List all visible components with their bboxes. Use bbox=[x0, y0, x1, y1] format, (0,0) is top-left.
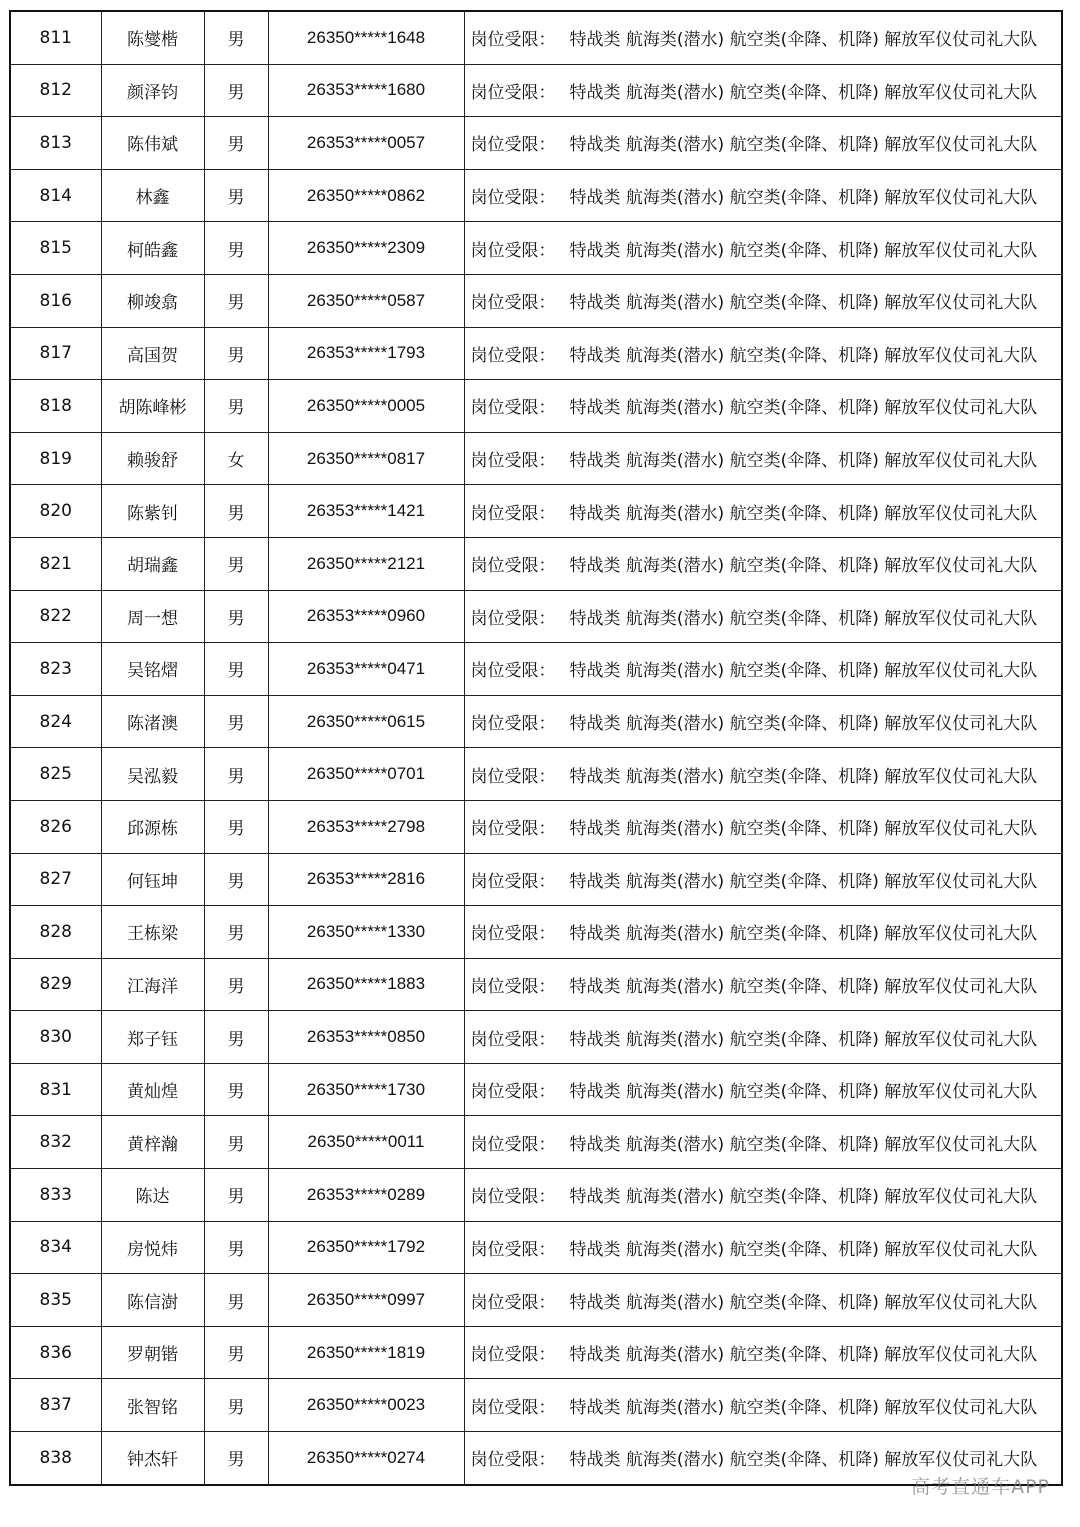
name-cell: 赖骏舒 bbox=[101, 432, 204, 485]
exam-number-cell: 26353*****0057 bbox=[268, 117, 464, 170]
gender-cell: 男 bbox=[204, 380, 268, 433]
gender-cell: 男 bbox=[204, 748, 268, 801]
name-cell: 房悦炜 bbox=[101, 1221, 204, 1274]
gender-cell: 男 bbox=[204, 853, 268, 906]
restriction-note-cell bbox=[464, 327, 1062, 380]
gender-cell: 男 bbox=[204, 11, 268, 64]
row-number-cell: 821 bbox=[10, 537, 101, 590]
gender-cell: 女 bbox=[204, 432, 268, 485]
row-number-cell: 823 bbox=[10, 643, 101, 696]
row-number-cell: 822 bbox=[10, 590, 101, 643]
restriction-label: 岗位受限： bbox=[470, 1292, 556, 1313]
restriction-label: 岗位受限： bbox=[470, 188, 556, 209]
restriction-text: 特战类 航海类(潜水) 航空类(伞降、机降) 解放军仪仗司礼大队 bbox=[569, 1029, 1038, 1050]
roster-body bbox=[10, 11, 1062, 1485]
name-cell: 黄梓瀚 bbox=[101, 1116, 204, 1169]
restriction-note-cell bbox=[464, 958, 1062, 1011]
name-cell: 郑子钰 bbox=[101, 1011, 204, 1064]
exam-number-cell: 26350*****0862 bbox=[268, 169, 464, 222]
restriction-text: 特战类 航海类(潜水) 航空类(伞降、机降) 解放军仪仗司礼大队 bbox=[569, 398, 1038, 419]
row-number-cell: 832 bbox=[10, 1116, 101, 1169]
row-number-cell: 824 bbox=[10, 695, 101, 748]
restriction-note-cell bbox=[464, 11, 1062, 64]
table-row bbox=[10, 169, 1062, 222]
restriction-text: 特战类 航海类(潜水) 航空类(伞降、机降) 解放军仪仗司礼大队 bbox=[569, 1082, 1038, 1103]
row-number-cell: 837 bbox=[10, 1379, 101, 1432]
restriction-note-cell bbox=[464, 590, 1062, 643]
row-number-cell: 830 bbox=[10, 1011, 101, 1064]
table-row bbox=[10, 222, 1062, 275]
restriction-text: 特战类 航海类(潜水) 航空类(伞降、机降) 解放军仪仗司礼大队 bbox=[569, 714, 1038, 735]
row-number-cell: 815 bbox=[10, 222, 101, 275]
restriction-text: 特战类 航海类(潜水) 航空类(伞降、机降) 解放军仪仗司礼大队 bbox=[569, 661, 1038, 682]
gender-cell: 男 bbox=[204, 1274, 268, 1327]
gender-cell: 男 bbox=[204, 64, 268, 117]
gender-cell: 男 bbox=[204, 327, 268, 380]
table-row bbox=[10, 643, 1062, 696]
row-number-cell: 811 bbox=[10, 11, 101, 64]
exam-number-cell: 26350*****1648 bbox=[268, 11, 464, 64]
restriction-label: 岗位受限： bbox=[470, 976, 556, 997]
gender-cell: 男 bbox=[204, 590, 268, 643]
table-row bbox=[10, 590, 1062, 643]
gender-cell: 男 bbox=[204, 274, 268, 327]
name-cell: 柳竣翕 bbox=[101, 274, 204, 327]
restriction-label: 岗位受限： bbox=[470, 398, 556, 419]
gender-cell: 男 bbox=[204, 958, 268, 1011]
restriction-label: 岗位受限： bbox=[470, 1187, 556, 1208]
exam-number-cell: 26353*****2798 bbox=[268, 800, 464, 853]
gender-cell: 男 bbox=[204, 169, 268, 222]
restriction-note-cell bbox=[464, 1326, 1062, 1379]
restriction-text: 特战类 航海类(潜水) 航空类(伞降、机降) 解放军仪仗司礼大队 bbox=[569, 766, 1038, 787]
table-row bbox=[10, 1432, 1062, 1485]
restriction-note-cell bbox=[464, 117, 1062, 170]
gender-cell: 男 bbox=[204, 1326, 268, 1379]
restriction-note-cell bbox=[464, 380, 1062, 433]
table-row bbox=[10, 1274, 1062, 1327]
restriction-label: 岗位受限： bbox=[470, 1082, 556, 1103]
restriction-label: 岗位受限： bbox=[470, 1239, 556, 1260]
restriction-note-cell bbox=[464, 485, 1062, 538]
restriction-text: 特战类 航海类(潜水) 航空类(伞降、机降) 解放军仪仗司礼大队 bbox=[569, 976, 1038, 997]
exam-number-cell: 26350*****1730 bbox=[268, 1063, 464, 1116]
restriction-note-cell bbox=[464, 1274, 1062, 1327]
exam-number-cell: 26353*****2816 bbox=[268, 853, 464, 906]
restriction-label: 岗位受限： bbox=[470, 293, 556, 314]
row-number-cell: 820 bbox=[10, 485, 101, 538]
restriction-note-cell bbox=[464, 853, 1062, 906]
restriction-label: 岗位受限： bbox=[470, 766, 556, 787]
table-row bbox=[10, 695, 1062, 748]
exam-number-cell: 26350*****0817 bbox=[268, 432, 464, 485]
row-number-cell: 831 bbox=[10, 1063, 101, 1116]
exam-number-cell: 26353*****0960 bbox=[268, 590, 464, 643]
name-cell: 张智铭 bbox=[101, 1379, 204, 1432]
row-number-cell: 835 bbox=[10, 1274, 101, 1327]
name-cell: 陈信澍 bbox=[101, 1274, 204, 1327]
watermark: 高考直通车APP bbox=[911, 1476, 1050, 1498]
gender-cell: 男 bbox=[204, 485, 268, 538]
exam-number-cell: 26353*****0850 bbox=[268, 1011, 464, 1064]
row-number-cell: 836 bbox=[10, 1326, 101, 1379]
restriction-text: 特战类 航海类(潜水) 航空类(伞降、机降) 解放军仪仗司礼大队 bbox=[569, 1292, 1038, 1313]
restriction-note-cell bbox=[464, 695, 1062, 748]
row-number-cell: 814 bbox=[10, 169, 101, 222]
restriction-text: 特战类 航海类(潜水) 航空类(伞降、机降) 解放军仪仗司礼大队 bbox=[569, 135, 1038, 156]
table-row bbox=[10, 380, 1062, 433]
name-cell: 王栋梁 bbox=[101, 906, 204, 959]
exam-number-cell: 26350*****0011 bbox=[268, 1116, 464, 1169]
table-row bbox=[10, 906, 1062, 959]
restriction-label: 岗位受限： bbox=[470, 714, 556, 735]
restriction-text: 特战类 航海类(潜水) 航空类(伞降、机降) 解放军仪仗司礼大队 bbox=[569, 871, 1038, 892]
restriction-note-cell bbox=[464, 1011, 1062, 1064]
restriction-label: 岗位受限： bbox=[470, 661, 556, 682]
table-row bbox=[10, 1011, 1062, 1064]
restriction-note-cell bbox=[464, 222, 1062, 275]
table-row bbox=[10, 1116, 1062, 1169]
table-row bbox=[10, 64, 1062, 117]
table-row bbox=[10, 958, 1062, 1011]
row-number-cell: 817 bbox=[10, 327, 101, 380]
restriction-label: 岗位受限： bbox=[470, 1345, 556, 1366]
row-number-cell: 834 bbox=[10, 1221, 101, 1274]
restriction-text: 特战类 航海类(潜水) 航空类(伞降、机降) 解放军仪仗司礼大队 bbox=[569, 1345, 1038, 1366]
exam-number-cell: 26350*****1883 bbox=[268, 958, 464, 1011]
table-row bbox=[10, 537, 1062, 590]
exam-number-cell: 26353*****1421 bbox=[268, 485, 464, 538]
table-row bbox=[10, 853, 1062, 906]
restriction-note-cell bbox=[464, 1221, 1062, 1274]
restriction-label: 岗位受限： bbox=[470, 1134, 556, 1155]
name-cell: 吴铭熠 bbox=[101, 643, 204, 696]
exam-number-cell: 26350*****0023 bbox=[268, 1379, 464, 1432]
exam-number-cell: 26350*****0615 bbox=[268, 695, 464, 748]
exam-number-cell: 26353*****1793 bbox=[268, 327, 464, 380]
name-cell: 邱源栋 bbox=[101, 800, 204, 853]
row-number-cell: 827 bbox=[10, 853, 101, 906]
gender-cell: 男 bbox=[204, 906, 268, 959]
gender-cell: 男 bbox=[204, 537, 268, 590]
exam-number-cell: 26353*****0471 bbox=[268, 643, 464, 696]
restriction-note-cell bbox=[464, 1379, 1062, 1432]
name-cell: 胡陈峰彬 bbox=[101, 380, 204, 433]
name-cell: 陈伟斌 bbox=[101, 117, 204, 170]
exam-number-cell: 26350*****0701 bbox=[268, 748, 464, 801]
restriction-label: 岗位受限： bbox=[470, 1450, 556, 1471]
row-number-cell: 819 bbox=[10, 432, 101, 485]
restriction-label: 岗位受限： bbox=[470, 451, 556, 472]
gender-cell: 男 bbox=[204, 643, 268, 696]
table-row bbox=[10, 485, 1062, 538]
restriction-text: 特战类 航海类(潜水) 航空类(伞降、机降) 解放军仪仗司礼大队 bbox=[569, 503, 1038, 524]
gender-cell: 男 bbox=[204, 1379, 268, 1432]
restriction-text: 特战类 航海类(潜水) 航空类(伞降、机降) 解放军仪仗司礼大队 bbox=[569, 608, 1038, 629]
table-row bbox=[10, 800, 1062, 853]
restriction-label: 岗位受限： bbox=[470, 82, 556, 103]
restriction-text: 特战类 航海类(潜水) 航空类(伞降、机降) 解放军仪仗司礼大队 bbox=[569, 556, 1038, 577]
restriction-text: 特战类 航海类(潜水) 航空类(伞降、机降) 解放军仪仗司礼大队 bbox=[569, 924, 1038, 945]
roster-table bbox=[9, 10, 1063, 1486]
restriction-note-cell bbox=[464, 1063, 1062, 1116]
name-cell: 黄灿煌 bbox=[101, 1063, 204, 1116]
restriction-note-cell bbox=[464, 1169, 1062, 1222]
restriction-label: 岗位受限： bbox=[470, 503, 556, 524]
row-number-cell: 828 bbox=[10, 906, 101, 959]
restriction-text: 特战类 航海类(潜水) 航空类(伞降、机降) 解放军仪仗司礼大队 bbox=[569, 1450, 1038, 1471]
gender-cell: 男 bbox=[204, 1063, 268, 1116]
name-cell: 胡瑞鑫 bbox=[101, 537, 204, 590]
table-row bbox=[10, 1063, 1062, 1116]
restriction-text: 特战类 航海类(潜水) 航空类(伞降、机降) 解放军仪仗司礼大队 bbox=[569, 188, 1038, 209]
exam-number-cell: 26350*****1819 bbox=[268, 1326, 464, 1379]
restriction-text: 特战类 航海类(潜水) 航空类(伞降、机降) 解放军仪仗司礼大队 bbox=[569, 1397, 1038, 1418]
row-number-cell: 825 bbox=[10, 748, 101, 801]
table-row bbox=[10, 117, 1062, 170]
name-cell: 陈紫钊 bbox=[101, 485, 204, 538]
exam-number-cell: 26350*****0997 bbox=[268, 1274, 464, 1327]
row-number-cell: 829 bbox=[10, 958, 101, 1011]
restriction-label: 岗位受限： bbox=[470, 1029, 556, 1050]
exam-number-cell: 26350*****0005 bbox=[268, 380, 464, 433]
table-row bbox=[10, 1326, 1062, 1379]
restriction-text: 特战类 航海类(潜水) 航空类(伞降、机降) 解放军仪仗司礼大队 bbox=[569, 819, 1038, 840]
gender-cell: 男 bbox=[204, 695, 268, 748]
name-cell: 江海洋 bbox=[101, 958, 204, 1011]
name-cell: 高国贺 bbox=[101, 327, 204, 380]
restriction-text: 特战类 航海类(潜水) 航空类(伞降、机降) 解放军仪仗司礼大队 bbox=[569, 451, 1038, 472]
name-cell: 周一想 bbox=[101, 590, 204, 643]
restriction-note-cell bbox=[464, 169, 1062, 222]
row-number-cell: 813 bbox=[10, 117, 101, 170]
restriction-label: 岗位受限： bbox=[470, 240, 556, 261]
gender-cell: 男 bbox=[204, 117, 268, 170]
exam-number-cell: 26350*****0587 bbox=[268, 274, 464, 327]
restriction-label: 岗位受限： bbox=[470, 924, 556, 945]
restriction-label: 岗位受限： bbox=[470, 135, 556, 156]
gender-cell: 男 bbox=[204, 222, 268, 275]
row-number-cell: 812 bbox=[10, 64, 101, 117]
table-row bbox=[10, 748, 1062, 801]
restriction-text: 特战类 航海类(潜水) 航空类(伞降、机降) 解放军仪仗司礼大队 bbox=[569, 1134, 1038, 1155]
gender-cell: 男 bbox=[204, 1221, 268, 1274]
name-cell: 林鑫 bbox=[101, 169, 204, 222]
exam-number-cell: 26350*****2309 bbox=[268, 222, 464, 275]
row-number-cell: 838 bbox=[10, 1432, 101, 1485]
gender-cell: 男 bbox=[204, 1011, 268, 1064]
restriction-label: 岗位受限： bbox=[470, 608, 556, 629]
restriction-note-cell bbox=[464, 1116, 1062, 1169]
table-row bbox=[10, 327, 1062, 380]
row-number-cell: 818 bbox=[10, 380, 101, 433]
restriction-label: 岗位受限： bbox=[470, 30, 556, 51]
restriction-note-cell bbox=[464, 537, 1062, 590]
restriction-label: 岗位受限： bbox=[470, 819, 556, 840]
name-cell: 钟杰轩 bbox=[101, 1432, 204, 1485]
restriction-text: 特战类 航海类(潜水) 航空类(伞降、机降) 解放军仪仗司礼大队 bbox=[569, 293, 1038, 314]
restriction-text: 特战类 航海类(潜水) 航空类(伞降、机降) 解放军仪仗司礼大队 bbox=[569, 240, 1038, 261]
name-cell: 吴泓毅 bbox=[101, 748, 204, 801]
restriction-note-cell bbox=[464, 800, 1062, 853]
row-number-cell: 816 bbox=[10, 274, 101, 327]
exam-number-cell: 26353*****1680 bbox=[268, 64, 464, 117]
row-number-cell: 826 bbox=[10, 800, 101, 853]
table-row bbox=[10, 1169, 1062, 1222]
restriction-label: 岗位受限： bbox=[470, 556, 556, 577]
restriction-text: 特战类 航海类(潜水) 航空类(伞降、机降) 解放军仪仗司礼大队 bbox=[569, 82, 1038, 103]
table-row bbox=[10, 11, 1062, 64]
exam-number-cell: 26350*****2121 bbox=[268, 537, 464, 590]
name-cell: 柯皓鑫 bbox=[101, 222, 204, 275]
exam-number-cell: 26353*****0289 bbox=[268, 1169, 464, 1222]
table-row bbox=[10, 1221, 1062, 1274]
exam-number-cell: 26350*****0274 bbox=[268, 1432, 464, 1485]
restriction-note-cell bbox=[464, 432, 1062, 485]
name-cell: 陈达 bbox=[101, 1169, 204, 1222]
gender-cell: 男 bbox=[204, 1116, 268, 1169]
restriction-text: 特战类 航海类(潜水) 航空类(伞降、机降) 解放军仪仗司礼大队 bbox=[569, 30, 1038, 51]
restriction-text: 特战类 航海类(潜水) 航空类(伞降、机降) 解放军仪仗司礼大队 bbox=[569, 345, 1038, 366]
restriction-label: 岗位受限： bbox=[470, 1397, 556, 1418]
restriction-note-cell bbox=[464, 643, 1062, 696]
name-cell: 罗朝锴 bbox=[101, 1326, 204, 1379]
restriction-note-cell bbox=[464, 274, 1062, 327]
exam-number-cell: 26350*****1330 bbox=[268, 906, 464, 959]
name-cell: 陈渚澳 bbox=[101, 695, 204, 748]
gender-cell: 男 bbox=[204, 800, 268, 853]
restriction-label: 岗位受限： bbox=[470, 345, 556, 366]
restriction-label: 岗位受限： bbox=[470, 871, 556, 892]
exam-number-cell: 26350*****1792 bbox=[268, 1221, 464, 1274]
name-cell: 陈燮楷 bbox=[101, 11, 204, 64]
restriction-note-cell bbox=[464, 748, 1062, 801]
restriction-text: 特战类 航海类(潜水) 航空类(伞降、机降) 解放军仪仗司礼大队 bbox=[569, 1187, 1038, 1208]
gender-cell: 男 bbox=[204, 1169, 268, 1222]
name-cell: 何钰坤 bbox=[101, 853, 204, 906]
table-row bbox=[10, 432, 1062, 485]
row-number-cell: 833 bbox=[10, 1169, 101, 1222]
restriction-note-cell bbox=[464, 906, 1062, 959]
table-row bbox=[10, 274, 1062, 327]
name-cell: 颜泽钧 bbox=[101, 64, 204, 117]
restriction-text: 特战类 航海类(潜水) 航空类(伞降、机降) 解放军仪仗司礼大队 bbox=[569, 1239, 1038, 1260]
gender-cell: 男 bbox=[204, 1432, 268, 1485]
restriction-note-cell bbox=[464, 64, 1062, 117]
table-row bbox=[10, 1379, 1062, 1432]
